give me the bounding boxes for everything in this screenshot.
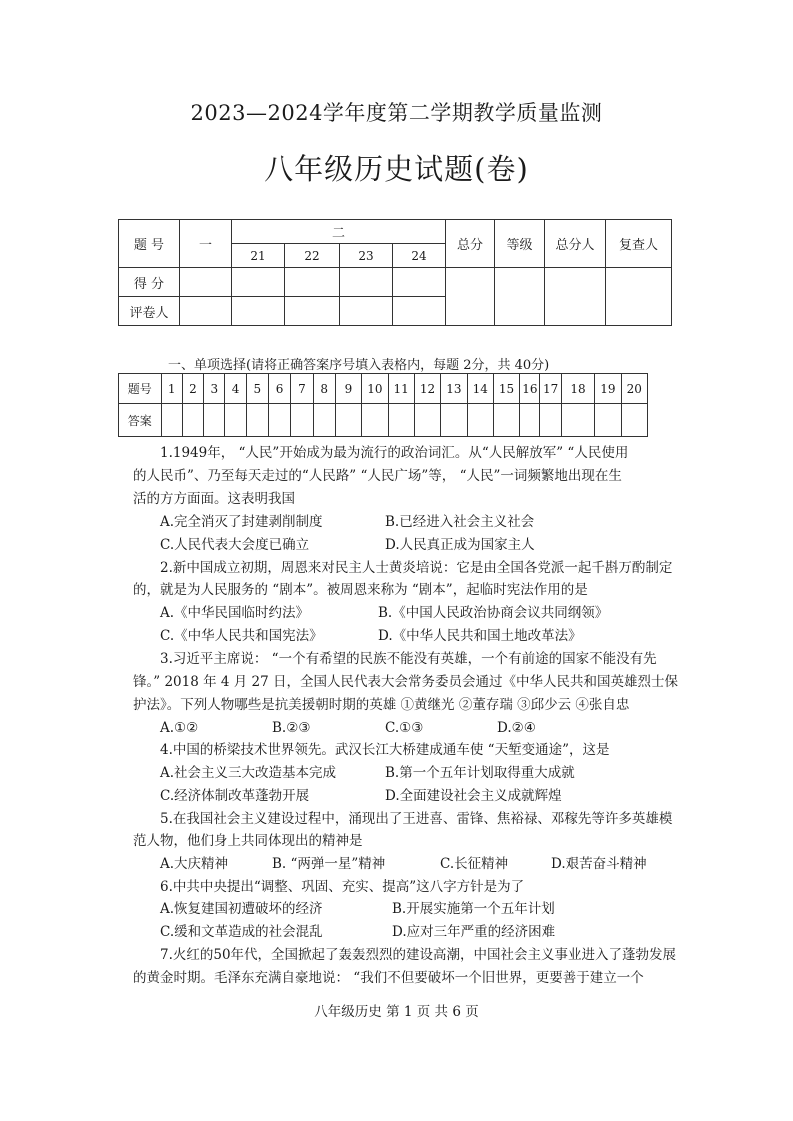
answer-cell[interactable] (414, 404, 440, 437)
answer-cell[interactable] (467, 404, 493, 437)
question-1-option-d[interactable]: D.人民真正成为国家主人 (385, 537, 535, 553)
answer-table-header-row (119, 374, 648, 404)
question-3-option-c[interactable]: C.①③ (385, 720, 424, 736)
score-cell[interactable] (340, 268, 393, 297)
question-5-option-a[interactable]: A.大庆精神 (160, 856, 229, 872)
question-2-option-c[interactable]: C.《中华人民共和国宪法》 (160, 628, 323, 644)
answer-cell[interactable] (225, 404, 246, 437)
score-cell[interactable] (285, 268, 340, 297)
answer-cell[interactable] (561, 404, 594, 437)
question-number: 15 (493, 374, 519, 404)
question-2-option-a[interactable]: A.《中华民国临时约法》 (160, 605, 310, 621)
question-5-stem: 范人物，他们身上共同体现出的精神是 (133, 833, 363, 849)
answer-cell[interactable] (362, 404, 388, 437)
question-6-option-d[interactable]: D.应对三年严重的经济困难 (392, 924, 556, 940)
question-3-stem: 护法》。下列人物哪些是抗美援朝时期的英雄 ①黄继光 ②董存瑞 ③邱少云 ④张自忠 (133, 697, 630, 713)
question-1-stem: 活的方方面面。这表明我国 (133, 491, 295, 507)
question-6-option-a[interactable]: A.恢复建国初遭破坏的经济 (160, 901, 323, 917)
score-cell[interactable] (232, 268, 285, 297)
question-number: 7 (291, 374, 313, 404)
question-4-option-d[interactable]: D.全面建设社会主义成就辉煌 (385, 788, 562, 804)
question-3-option-d[interactable]: D.②④ (497, 720, 536, 736)
question-2-option-d[interactable]: D.《中华人民共和国土地改革法》 (378, 628, 582, 644)
grader-cell[interactable] (393, 297, 446, 326)
question-5-option-c[interactable]: C.长征精神 (440, 856, 509, 872)
question-2-stem: 的，就是为人民服务的 “剧本”。被周恩来称为 “剧本”，起临时宪法作用的是 (133, 582, 588, 598)
answer-cell[interactable] (540, 404, 561, 437)
question-number: 14 (467, 374, 493, 404)
grader-cell[interactable] (232, 297, 285, 326)
score-table (118, 219, 672, 326)
answer-cell[interactable] (268, 404, 290, 437)
answer-table (118, 373, 648, 437)
question-1-stem: 1.1949年， “人民”开始成为最为流行的政治词汇。从“人民解放军” “人民使用 (160, 445, 629, 461)
row-label-grader: 评卷人 (119, 297, 180, 326)
question-number: 17 (540, 374, 561, 404)
grade-header: 等级 (495, 220, 545, 268)
question-number: 19 (595, 374, 621, 404)
answer-cell[interactable] (388, 404, 414, 437)
exam-period-title: 2023—2024学年度第二学期教学质量监测 (190, 101, 603, 125)
question-1-option-c[interactable]: C.人民代表大会度已确立 (160, 537, 310, 553)
sub-question-header: 22 (285, 244, 340, 268)
question-number: 12 (414, 374, 440, 404)
section-one-title: 一、单项选择(请将正确答案序号填入表格内，每题 2分，共 40分) (168, 358, 550, 373)
grader-cell[interactable] (285, 297, 340, 326)
answer-cell[interactable] (335, 404, 361, 437)
answer-cell[interactable] (161, 404, 182, 437)
exam-subject-title: 八年级历史试题(卷) (264, 152, 529, 186)
page-footer: 八年级历史 第 1 页 共 6 页 (314, 1004, 479, 1020)
question-1-stem: 的人民币”、乃至每天走过的“人民路” “人民广场”等， “人民”一词频繁地出现在生 (133, 468, 622, 484)
question-number: 13 (441, 374, 467, 404)
answer-label: 答案 (119, 404, 162, 437)
question-number: 1 (161, 374, 182, 404)
question-number: 9 (335, 374, 361, 404)
answer-cell[interactable] (493, 404, 519, 437)
question-5-option-d[interactable]: D.艰苦奋斗精神 (551, 856, 647, 872)
question-number: 20 (621, 374, 647, 404)
score-cell[interactable] (393, 268, 446, 297)
question-4-stem: 4.中国的桥梁技术世界领先。武汉长江大桥建成通车使 “天堑变通途”，这是 (160, 742, 610, 758)
question-6-stem: 6.中共中央提出“调整、巩固、充实、提高”这八字方针是为了 (160, 879, 525, 895)
total-score-cell[interactable] (446, 268, 495, 326)
grader-cell[interactable] (340, 297, 393, 326)
question-6-option-b[interactable]: B.开展实施第一个五年计划 (392, 901, 555, 917)
question-number: 10 (362, 374, 388, 404)
answer-cell[interactable] (441, 404, 467, 437)
sub-question-header: 24 (393, 244, 446, 268)
answer-table-answer-row (119, 404, 648, 437)
question-4-option-c[interactable]: C.经济体制改革蓬勃开展 (160, 788, 310, 804)
row-label-score: 得 分 (119, 268, 180, 297)
answer-cell[interactable] (182, 404, 203, 437)
question-4-option-b[interactable]: B.第一个五年计划取得重大成就 (385, 765, 575, 781)
sub-question-header: 21 (232, 244, 285, 268)
question-3-option-a[interactable]: A.①② (160, 720, 199, 736)
question-2-option-b[interactable]: B.《中国人民政治协商会议共同纲领》 (378, 605, 609, 621)
answer-cell[interactable] (313, 404, 335, 437)
question-number: 16 (520, 374, 540, 404)
question-number: 6 (268, 374, 290, 404)
question-7-stem: 的黄金时期。毛泽东充满自豪地说： “我们不但要破坏一个旧世界，更要善于建立一个 (133, 970, 644, 986)
question-2-stem: 2.新中国成立初期，周恩来对民主人士黄炎培说：它是由全国各党派一起千斟万酌制定 (160, 560, 673, 576)
section-one-header: 一 (180, 220, 232, 268)
question-3-option-b[interactable]: B.②③ (272, 720, 311, 736)
answer-cell[interactable] (595, 404, 621, 437)
section-two-header: 二 (232, 220, 446, 244)
question-4-option-a[interactable]: A.社会主义三大改造基本完成 (160, 765, 337, 781)
question-number: 2 (182, 374, 203, 404)
question-number: 4 (225, 374, 246, 404)
reviewer-header: 复查人 (606, 220, 672, 268)
question-number: 8 (313, 374, 335, 404)
question-3-stem: 锋。” 2018 年 4 月 27 日，全国人民代表大会常务委员会通过《中华人民共和国英雄烈士保 (133, 674, 679, 690)
answer-cell[interactable] (621, 404, 647, 437)
grade-cell[interactable] (495, 268, 545, 326)
question-7-stem: 7.火红的50年代，全国掀起了轰轰烈烈的建设高潮，中国社会主义事业进入了蓬勃发展 (160, 947, 677, 963)
total-scorer-cell[interactable] (545, 268, 606, 326)
grader-cell[interactable] (180, 297, 232, 326)
question-5-stem: 5.在我国社会主义建设过程中，涌现出了王进喜、雷锋、焦裕禄、邓稼先等许多英雄模 (160, 811, 673, 827)
question-1-option-a[interactable]: A.完全消灭了封建剥削制度 (160, 514, 323, 530)
question-number: 18 (561, 374, 594, 404)
total-scorer-header: 总分人 (545, 220, 606, 268)
question-number: 5 (246, 374, 268, 404)
reviewer-cell[interactable] (606, 268, 672, 326)
answer-cell[interactable] (291, 404, 313, 437)
question-1-option-b[interactable]: B.已经进入社会主义社会 (385, 514, 535, 530)
question-5-option-b[interactable]: B. “两弹一星”精神 (272, 856, 386, 872)
answer-cell[interactable] (246, 404, 268, 437)
question-number-label: 题号 (119, 374, 162, 404)
answer-cell[interactable] (520, 404, 540, 437)
question-3-stem: 3.习近平主席说： “一个有希望的民族不能没有英雄，一个有前途的国家不能没有先 (160, 651, 657, 667)
total-score-header: 总分 (446, 220, 495, 268)
score-cell[interactable] (180, 268, 232, 297)
question-6-option-c[interactable]: C.缓和文革造成的社会混乱 (160, 924, 323, 940)
question-number: 3 (204, 374, 225, 404)
sub-question-header: 23 (340, 244, 393, 268)
question-number: 11 (388, 374, 414, 404)
row-label-question-number: 题 号 (119, 220, 180, 268)
answer-cell[interactable] (204, 404, 225, 437)
